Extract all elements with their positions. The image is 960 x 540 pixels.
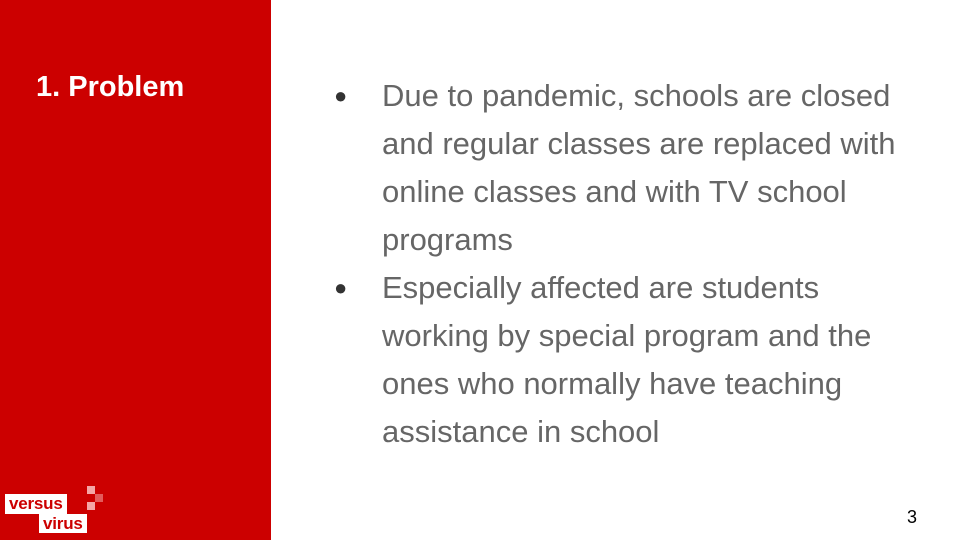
logo-pixel <box>95 494 103 502</box>
bullet-list <box>334 72 914 456</box>
slide-title: 1. Problem <box>36 71 185 103</box>
bullet-item <box>334 264 914 456</box>
logo-pixel <box>87 486 95 494</box>
logo-pixel <box>87 502 95 510</box>
sidebar-panel <box>0 0 271 540</box>
bullet-dot-icon: ● <box>334 83 348 108</box>
bullet-item <box>334 72 914 264</box>
bullet-text: Due to pandemic, schools are closed and regular classes are replaced with online classes and with TV school programs <box>382 78 896 257</box>
logo-word-versus: versus <box>5 494 67 514</box>
bullet-text: Especially affected are students working by special program and the ones who normally have teaching assistance in school <box>382 270 872 449</box>
versus-virus-logo <box>5 486 105 534</box>
logo-word-virus: virus <box>39 514 87 533</box>
bullet-dot-icon: ● <box>334 275 348 300</box>
page-number: 3 <box>906 507 917 527</box>
